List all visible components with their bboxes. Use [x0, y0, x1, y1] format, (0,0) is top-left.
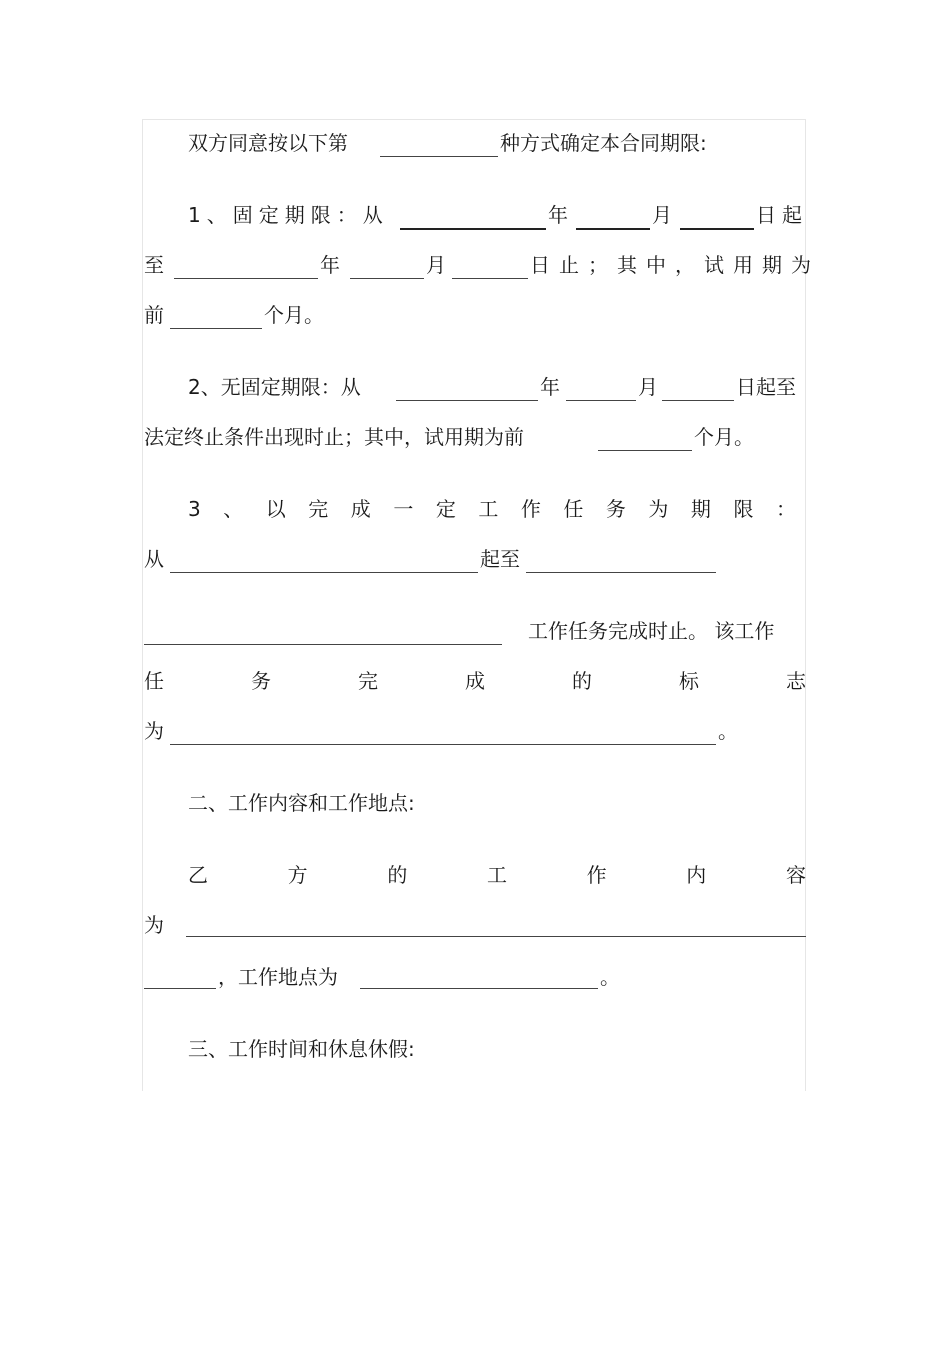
task-term-heading: [188, 494, 796, 524]
task-term-char: 以: [265, 497, 286, 521]
open-start-day-blank[interactable]: [662, 399, 734, 401]
month-label: 月: [638, 375, 658, 399]
task-mark-char: 成: [465, 669, 485, 693]
term-method-line: [144, 128, 806, 158]
fixed-start-day-blank[interactable]: [680, 227, 754, 230]
section-2-title: 二、工作内容和工作地点:: [188, 791, 415, 815]
task-term-char: 期: [690, 497, 711, 521]
section-2-heading: [144, 788, 806, 818]
fixed-start-year-blank[interactable]: [400, 227, 546, 230]
fixed-term-label: 1、固定期限：从: [188, 203, 389, 227]
section-3-title: 三、工作时间和休息休假:: [188, 1037, 415, 1061]
work-content-blank[interactable]: [186, 935, 806, 937]
work-content-char: 工: [486, 863, 507, 887]
open-start-year-blank[interactable]: [396, 399, 538, 401]
work-content-char: 内: [686, 863, 707, 887]
work-location-label: ，工作地点为: [218, 965, 338, 989]
work-content-char: 方: [287, 863, 308, 887]
task-term-char: 为: [648, 497, 669, 521]
task-complete-text: 工作任务完成时止。 该工作: [528, 619, 775, 643]
task-mark-char: 标: [679, 669, 699, 693]
statutory-end-text: 法定终止条件出现时止；其中，试用期为前: [144, 425, 524, 449]
year-label: 年: [548, 203, 574, 227]
task-term-char: 3: [188, 497, 201, 521]
months-label: 个月。: [264, 303, 324, 327]
is-label: 为: [144, 913, 164, 937]
open-start-month-blank[interactable]: [566, 399, 636, 401]
task-complete-line: [144, 616, 806, 646]
task-term-char: 成: [350, 497, 371, 521]
fixed-end-day-blank[interactable]: [452, 277, 528, 279]
task-mark-char: 务: [251, 669, 271, 693]
open-term-line-2: [144, 422, 806, 452]
task-term-range-line: [144, 544, 806, 574]
task-start-blank[interactable]: [170, 571, 478, 573]
task-end-blank-2[interactable]: [144, 643, 502, 645]
task-mark-line: [144, 716, 806, 746]
task-term-char: 工: [478, 497, 499, 521]
month-label: 月: [652, 203, 678, 227]
fixed-term-line-3: [144, 300, 806, 330]
day-start-label: 日起: [756, 203, 808, 227]
open-probation-blank[interactable]: [598, 449, 692, 451]
fixed-start-month-blank[interactable]: [576, 227, 650, 230]
work-location-blank[interactable]: [360, 987, 598, 989]
to-label: 至: [144, 253, 170, 277]
task-term-char: 作: [520, 497, 541, 521]
fixed-end-year-blank[interactable]: [174, 277, 318, 279]
fixed-probation-blank[interactable]: [170, 327, 262, 329]
work-location-line: [144, 962, 806, 992]
task-mark-char: 任: [144, 669, 164, 693]
fixed-end-month-blank[interactable]: [350, 277, 424, 279]
task-end-blank-1[interactable]: [526, 571, 716, 573]
period-label: 。: [718, 719, 738, 743]
is-label: 为: [144, 719, 164, 743]
term-method-suffix: 种方式确定本合同期限:: [500, 131, 707, 155]
from-label: 从: [144, 547, 164, 571]
work-content-char: 作: [586, 863, 607, 887]
year-label: 年: [540, 375, 560, 399]
work-content-heading: [188, 860, 806, 890]
task-term-char: 限: [733, 497, 754, 521]
open-term-line-1: [144, 372, 806, 402]
work-content-blank-cont[interactable]: [144, 987, 216, 989]
day-start-to-label: 日起至: [736, 375, 796, 399]
before-label: 前: [144, 303, 164, 327]
task-mark-char: 完: [358, 669, 378, 693]
day-end-label: 日止；其中，试用期为: [530, 253, 820, 277]
task-term-char: 一: [393, 497, 414, 521]
task-term-char: 、: [223, 497, 244, 521]
month-label: 月: [426, 253, 452, 277]
task-term-char: 完: [308, 497, 329, 521]
months-label: 个月。: [694, 425, 754, 449]
task-mark-blank[interactable]: [170, 743, 716, 745]
fixed-term-line-1: [144, 200, 806, 230]
term-method-prefix: 双方同意按以下第: [188, 131, 348, 155]
task-term-char: 务: [605, 497, 626, 521]
fixed-term-line-2: [144, 250, 820, 280]
period-label: 。: [600, 965, 620, 989]
work-content-line: [144, 910, 806, 940]
section-3-heading: [144, 1034, 806, 1064]
task-mark-char: 志: [786, 669, 806, 693]
start-to-label: 起至: [480, 547, 520, 571]
task-mark-char: 的: [572, 669, 592, 693]
work-content-char: 乙: [188, 863, 208, 887]
task-mark-heading: [144, 666, 806, 696]
task-term-char: 定: [435, 497, 456, 521]
year-label: 年: [320, 253, 346, 277]
work-content-char: 容: [785, 863, 806, 887]
open-term-label: 2、无固定期限：从: [188, 375, 361, 399]
work-content-char: 的: [387, 863, 408, 887]
task-term-char: ：: [775, 497, 796, 521]
task-term-char: 任: [563, 497, 584, 521]
term-method-blank[interactable]: [380, 155, 498, 157]
